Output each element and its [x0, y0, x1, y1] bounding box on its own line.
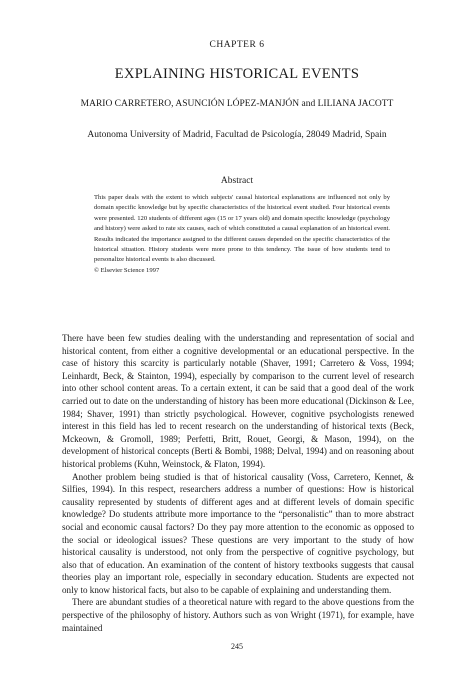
affiliation: Autonoma University of Madrid, Facultad de Psicología, 28049 Madrid, Spain	[87, 130, 387, 140]
chapter-label: CHAPTER 6	[209, 40, 265, 50]
abstract-block	[94, 193, 390, 276]
abstract-heading: Abstract	[220, 176, 254, 186]
body-paragraph: There have been few studies dealing with the understanding and representation of social and historical content, from either a cognitive developmental or an educational perspective. In the case of history this scarcity is particularly notable (Shaver, 1991; Carretero & Voss, 1994; Leinhardt, Beck, & Stainton, 1994), especially by comparison to the current level of research into other school content areas. To a certain extent, it can be said that a good deal of the work carried out to date on the understanding of history has been more educational (Dickinson & Lee, 1984; Shaver, 1991) than strictly psychological. However, cognitive psychologists renewed interest in this field has led to recent research on the understanding of historical texts (Beck, Mckeown, & Gromoll, 1989; Perfetti, Britt, Rouet, Georgi, & Mason, 1994), on the development of historical concepts (Berti & Bombi, 1988; Delval, 1994) and on reasoning about historical problems (Kuhn, Weinstock, & Flaton, 1994).	[62, 333, 414, 469]
body-paragraph: Another problem being studied is that of historical causality (Voss, Carretero, Kennet, & Silfies, 1994). In this respect, researchers address a number of questions: How is historical causality represented by students of different ages and at different levels of domain specific knowledge? Do students attribute more importance to the “personalistic” than to more abstract social and economic causal factors? Do they pay more attention to the economic as opposed to the social or ideological issues? These questions are very important to the study of how historical causality is understood, not only from the perspective of cognitive psychology, but also that of education. An examination of the content of history textbooks suggests that causal theories play an important role, especially in secondary education. Students are expected not only to know historical facts, but also to be capable of explaining and understanding them.	[62, 471, 414, 595]
body-text	[62, 332, 414, 634]
copyright-notice: © Elsevier Science 1997	[94, 266, 160, 274]
author-list: MARIO CARRETERO, ASUNCIÓN LÓPEZ-MANJÓN and LILIANA JACOTT	[80, 99, 394, 109]
paper-title: EXPLAINING HISTORICAL EVENTS	[114, 66, 360, 82]
abstract-text: This paper deals with the extent to which subjects' causal historical explanations are influenced not only by domain specific knowledge but by specific characteristics of the historical event studied. Four historical events were presented. 120 students of different ages (15 or 17 years old) and domain specific knowledge (psychology and history) were asked to rate six causes, each of which constituted a causal explanation of an historical event. Results indicated the importance assigned to the different causes depended on the specific characteristics of the historical situation. History students were more prone to this tendency. The issue of how students tend to personalize historical events is also discussed.	[94, 194, 390, 264]
body-paragraph: There are abundant studies of a theoretical nature with regard to the above questions from the perspective of the philosophy of history. Authors such as von Wright (1971), for example, have maintained	[62, 597, 414, 633]
page-number: 245	[231, 642, 243, 651]
